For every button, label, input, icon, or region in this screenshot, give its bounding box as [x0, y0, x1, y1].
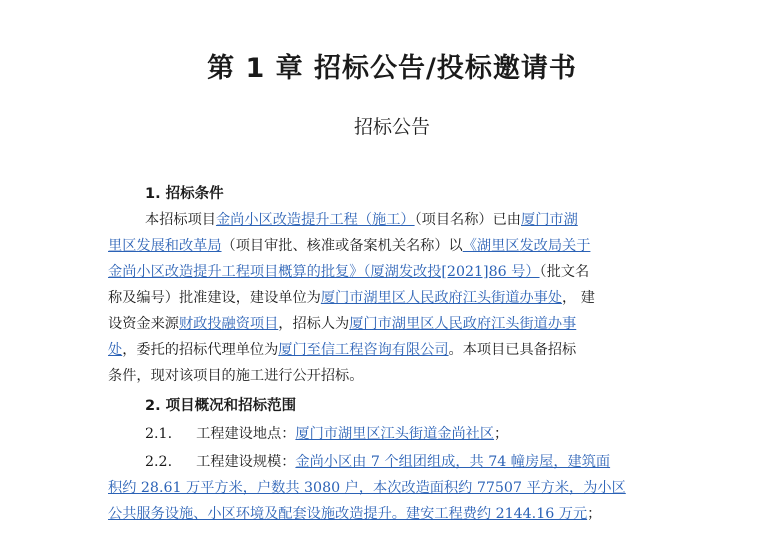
- tenderer-link[interactable]: 厦门市湖里区人民政府江头街道办事: [349, 316, 577, 332]
- paragraph-line: [145, 208, 578, 232]
- chapter-title: 第 1 章 招标公告/投标邀请书: [207, 53, 577, 84]
- text-run: 称及编号）批准建设，建设单位为: [108, 290, 321, 306]
- paragraph-line: [108, 364, 363, 388]
- approval-authority-link[interactable]: 厦门市湖: [521, 212, 578, 228]
- text-run: （批文名: [539, 264, 590, 280]
- approval-authority-link[interactable]: 里区发展和改革局: [108, 238, 222, 254]
- text-run: ， 建: [562, 290, 595, 306]
- approval-document-link[interactable]: 金尚小区改造提升工程项目概算的批复》（厦湖发改投[2021]86 号）: [108, 264, 540, 280]
- text-run: 设资金来源: [108, 316, 179, 332]
- agency-link[interactable]: 厦门至信工程咨询有限公司: [278, 342, 449, 358]
- item-label: 工程建设地点：: [196, 426, 296, 442]
- paragraph-line: [108, 476, 626, 500]
- scale-link[interactable]: 积约 28.61 万平方米，户数共 3080 户，本次改造面积约 77507 平方米，为小区: [108, 480, 626, 496]
- project-name-link[interactable]: 金尚小区改造提升工程（施工）: [215, 212, 415, 228]
- paragraph-line: [108, 502, 601, 526]
- item-number: 2.1.: [145, 426, 173, 442]
- text-run: ；: [587, 506, 602, 522]
- approval-document-link[interactable]: 《湖里区发改局关于: [462, 238, 591, 254]
- paragraph-line: [108, 234, 590, 258]
- text-run: （项目审批、核准或备案机关名称）以: [221, 238, 463, 254]
- section2-heading: 2. 项目概况和招标范围: [145, 398, 297, 414]
- text-run: （项目名称）已由: [414, 212, 521, 228]
- section1-heading: 1. 招标条件: [145, 186, 224, 202]
- site-location-link[interactable]: 厦门市湖里区江头街道金尚社区: [295, 426, 495, 442]
- text-run: 条件，现对该项目的施工进行公开招标。: [108, 368, 364, 384]
- item-2-2: [145, 450, 610, 474]
- text-run: ，委托的招标代理单位为: [122, 342, 279, 358]
- item-2-1: [145, 422, 508, 446]
- scale-link[interactable]: 金尚小区由 7 个组团组成，共 74 幢房屋，建筑面: [295, 454, 611, 470]
- paragraph-line: [108, 260, 589, 284]
- tenderer-link[interactable]: 处: [108, 342, 123, 358]
- construction-unit-link[interactable]: 厦门市湖里区人民政府江头街道办事处: [320, 290, 563, 306]
- fund-source-link[interactable]: 财政投融资项目: [178, 316, 279, 332]
- item-label: 工程建设规模：: [196, 454, 296, 470]
- item-number: 2.2.: [145, 454, 173, 470]
- text-run: ；: [494, 426, 509, 442]
- scale-link[interactable]: 公共服务设施、小区环境及配套设施改造提升。建安工程费约 2144.16 万元: [108, 506, 588, 522]
- text-run: 本招标项目: [145, 212, 216, 228]
- text-run: 。本项目已具备招标: [448, 342, 577, 358]
- paragraph-line: [108, 312, 576, 336]
- paragraph-line: [108, 286, 595, 310]
- section-title: 招标公告: [353, 116, 430, 138]
- paragraph-line: [108, 338, 576, 362]
- text-run: ，招标人为: [278, 316, 350, 332]
